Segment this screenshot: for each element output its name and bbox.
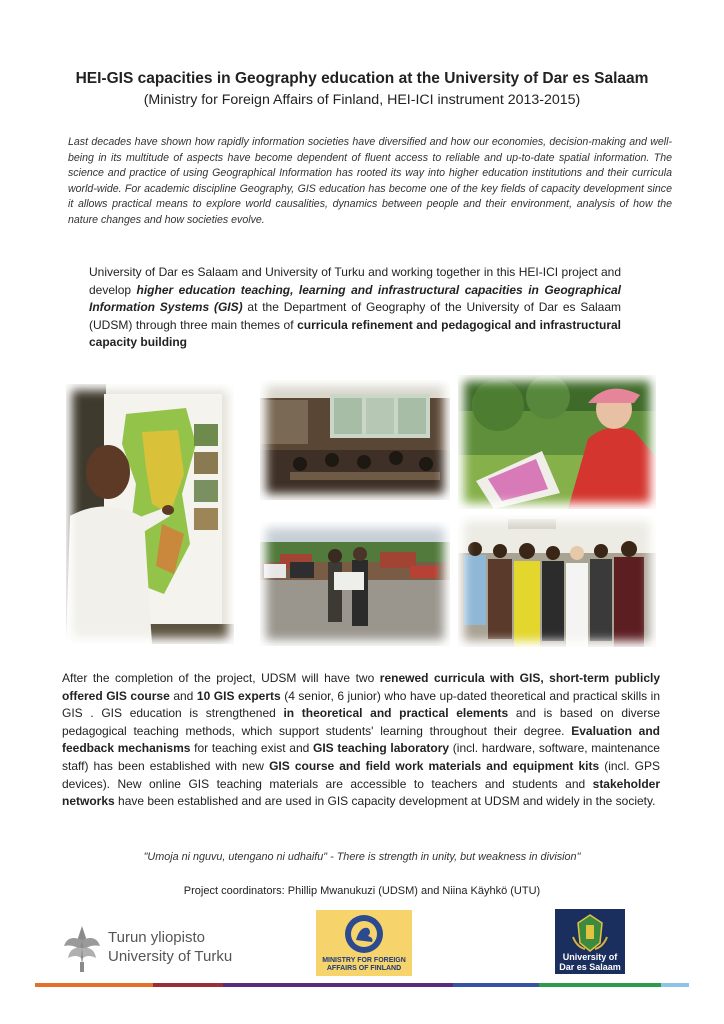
intro-paragraph: Last decades have shown how rapidly information societies have diversified and how our economies, decision-making and well-being in its multitude of aspects have become dependent of fluent access to reliable and up-to-date spatial information. The science and practice of using Geographical Information has rooted its way into higher education institutions and their curricula world-wide. For academic discipline Geography, GIS education has become one of the key fields of capacity development since it allows practical means to explore world causalities, dynamics between people and their environment, analysis of how the nature changes and how societies evolve. [68, 136, 672, 226]
photo-field-map-reading [458, 375, 656, 509]
lead-paragraph [89, 264, 621, 352]
body-text-3: (4 senior, 6 junior) who have up-dated theoretical and practical skills in GIS . GIS education is strengthened [62, 688, 660, 721]
udsm-line-2: Dar es Salaam [559, 962, 621, 972]
lead-highlight-2: curricula refinement and pedagogical and infrastructural capacity building [89, 317, 622, 349]
formin-logo-text [316, 957, 412, 973]
color-bar-segment-2 [153, 983, 223, 987]
color-bar-segment-6 [661, 983, 689, 987]
body-text-1: After the completion of the project, UDSM will have two [62, 671, 380, 685]
photo-outdoor-fieldwork [260, 522, 450, 646]
body-text-6: (incl. hardware, software, maintenance staff) has been established with new [62, 741, 660, 773]
color-bar-segment-5 [539, 983, 661, 987]
color-bar-segment-1 [35, 983, 153, 987]
lead-text-2: at the Department of Geography of the University of Dar es Salaam (UDSM) through three main themes of [89, 300, 621, 332]
color-bar-segment-4 [453, 983, 539, 987]
body-highlight-1: renewed curricula with GIS, short-term publicly offered GIS course [62, 671, 660, 703]
turku-torch-icon [62, 924, 102, 974]
lead-highlight-1: higher education teaching, learning and infrastructural capacities in Geographical Information Systems (GIS) [89, 282, 622, 314]
turku-line-1: Turun yliopisto [108, 929, 205, 946]
body-highlight-6: GIS course and field work materials and equipment kits [269, 758, 600, 773]
body-text-4: and is based on diverse pedagogical teaching methods, which support students' learning throughout their degree. [62, 706, 661, 738]
page-title: HEI-GIS capacities in Geography education at the University of Dar es Salaam [75, 70, 649, 87]
photo-group [458, 515, 656, 647]
body-text-2: and [169, 688, 197, 703]
quote: "Umoja ni nguvu, utengano ni udhaifu" - There is strength in unity, but weakness in division" [143, 851, 581, 863]
body-text-7: (incl. GPS devices). New online GIS teaching materials are accessible to teachers and students and [62, 758, 660, 791]
udsm-logo-text [555, 952, 625, 972]
color-bar-segment-3 [223, 983, 453, 987]
udsm-crest-icon [555, 913, 625, 953]
formin-line-1: MINISTRY FOR FOREIGN [322, 957, 406, 964]
body-text-8: have been established and are used in GIS capacity development at UDSM and widely in the society. [114, 794, 656, 809]
photo-map-presentation [66, 384, 234, 644]
photo-classroom [260, 380, 450, 500]
university-of-dar-es-salaam-logo [555, 909, 625, 974]
outcomes-paragraph [62, 670, 660, 811]
body-highlight-5: GIS teaching laboratory [313, 741, 450, 756]
project-coordinators: Project coordinators: Phillip Mwanukuzi (UDSM) and Niina Käyhkö (UTU) [183, 885, 541, 897]
body-text-5: for teaching exist and [190, 741, 313, 756]
udsm-line-1: University of [562, 952, 618, 962]
turku-line-2: University of Turku [108, 948, 233, 965]
body-highlight-3: in theoretical and practical elements [283, 706, 509, 721]
finland-lion-emblem-icon [316, 912, 412, 956]
page-subtitle: (Ministry for Foreign Affairs of Finland, HEI-ICI instrument 2013-2015) [143, 92, 581, 108]
university-of-turku-logo [62, 920, 242, 978]
turku-logo-text [108, 928, 232, 966]
ministry-foreign-affairs-logo [316, 910, 412, 976]
body-highlight-4: Evaluation and feedback mechanisms [62, 723, 660, 756]
lead-text-1: University of Dar es Salaam and University of Turku and working together in this HEI-ICI project and develop [89, 265, 621, 297]
formin-line-2: AFFAIRS OF FINLAND [326, 965, 402, 972]
body-highlight-7: stakeholder networks [62, 776, 660, 809]
body-highlight-2: 10 GIS experts [196, 688, 281, 703]
